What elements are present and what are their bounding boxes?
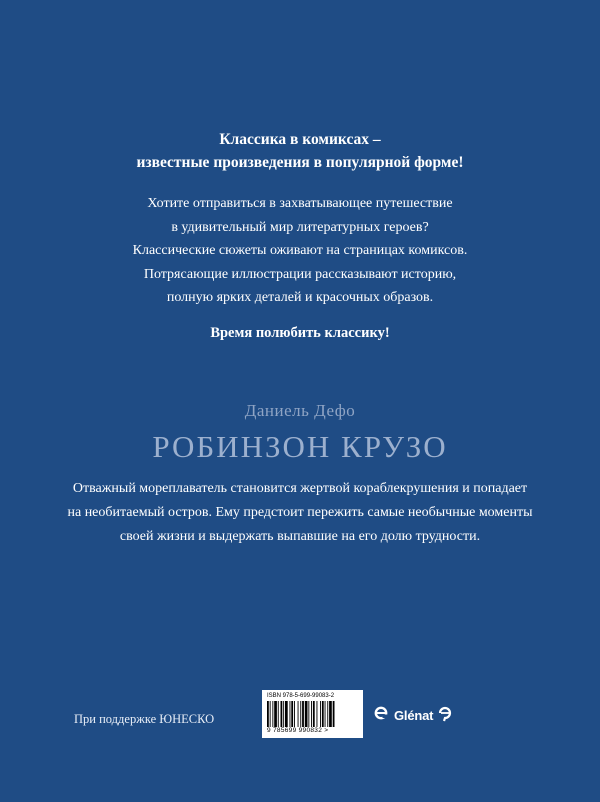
tagline-line: Классика в комиксах –	[219, 131, 381, 148]
tagline-line: известные произведения в популярной форме!	[136, 154, 464, 171]
intro-line: Хотите отправиться в захватывающее путешествие	[147, 196, 453, 211]
intro-paragraph	[0, 192, 600, 310]
author-name: Даниель Дефо	[244, 401, 356, 420]
publisher-name: Glénat	[394, 707, 434, 723]
isbn-barcode	[262, 690, 363, 738]
barcode-bars	[267, 701, 359, 727]
synopsis	[0, 477, 600, 549]
intro-line: полную ярких деталей и красочных образов.	[166, 290, 434, 305]
synopsis-line: Отважный мореплаватель становится жертвой кораблекрушения и попадает	[72, 481, 528, 496]
intro-line: в удивительный мир литературных героев?	[171, 219, 429, 235]
tagline	[0, 128, 600, 174]
synopsis-line: своей жизни и выдержать выпавшие на его долю трудности.	[119, 529, 481, 544]
isbn-text: ISBN 978-5-699-99083-2	[267, 693, 335, 699]
publisher-logo	[374, 703, 453, 727]
e-swirl-logo-icon	[437, 704, 453, 727]
barcode-digits: 9 785699 990832 >	[267, 727, 329, 734]
book-title: РОБИНЗОН КРУЗО	[152, 429, 448, 464]
unesco-support: При поддержке ЮНЕСКО	[74, 712, 215, 726]
intro-line: Классические сюжеты оживают на страницах комиксов.	[132, 243, 468, 258]
callout: Время полюбить классику!	[210, 325, 390, 341]
synopsis-line: на необитаемый остров. Ему предстоит пережить самые необычные моменты	[67, 505, 533, 520]
intro-line: Потрясающие иллюстрации рассказывают историю,	[143, 266, 457, 282]
e-logo-icon	[374, 706, 388, 725]
